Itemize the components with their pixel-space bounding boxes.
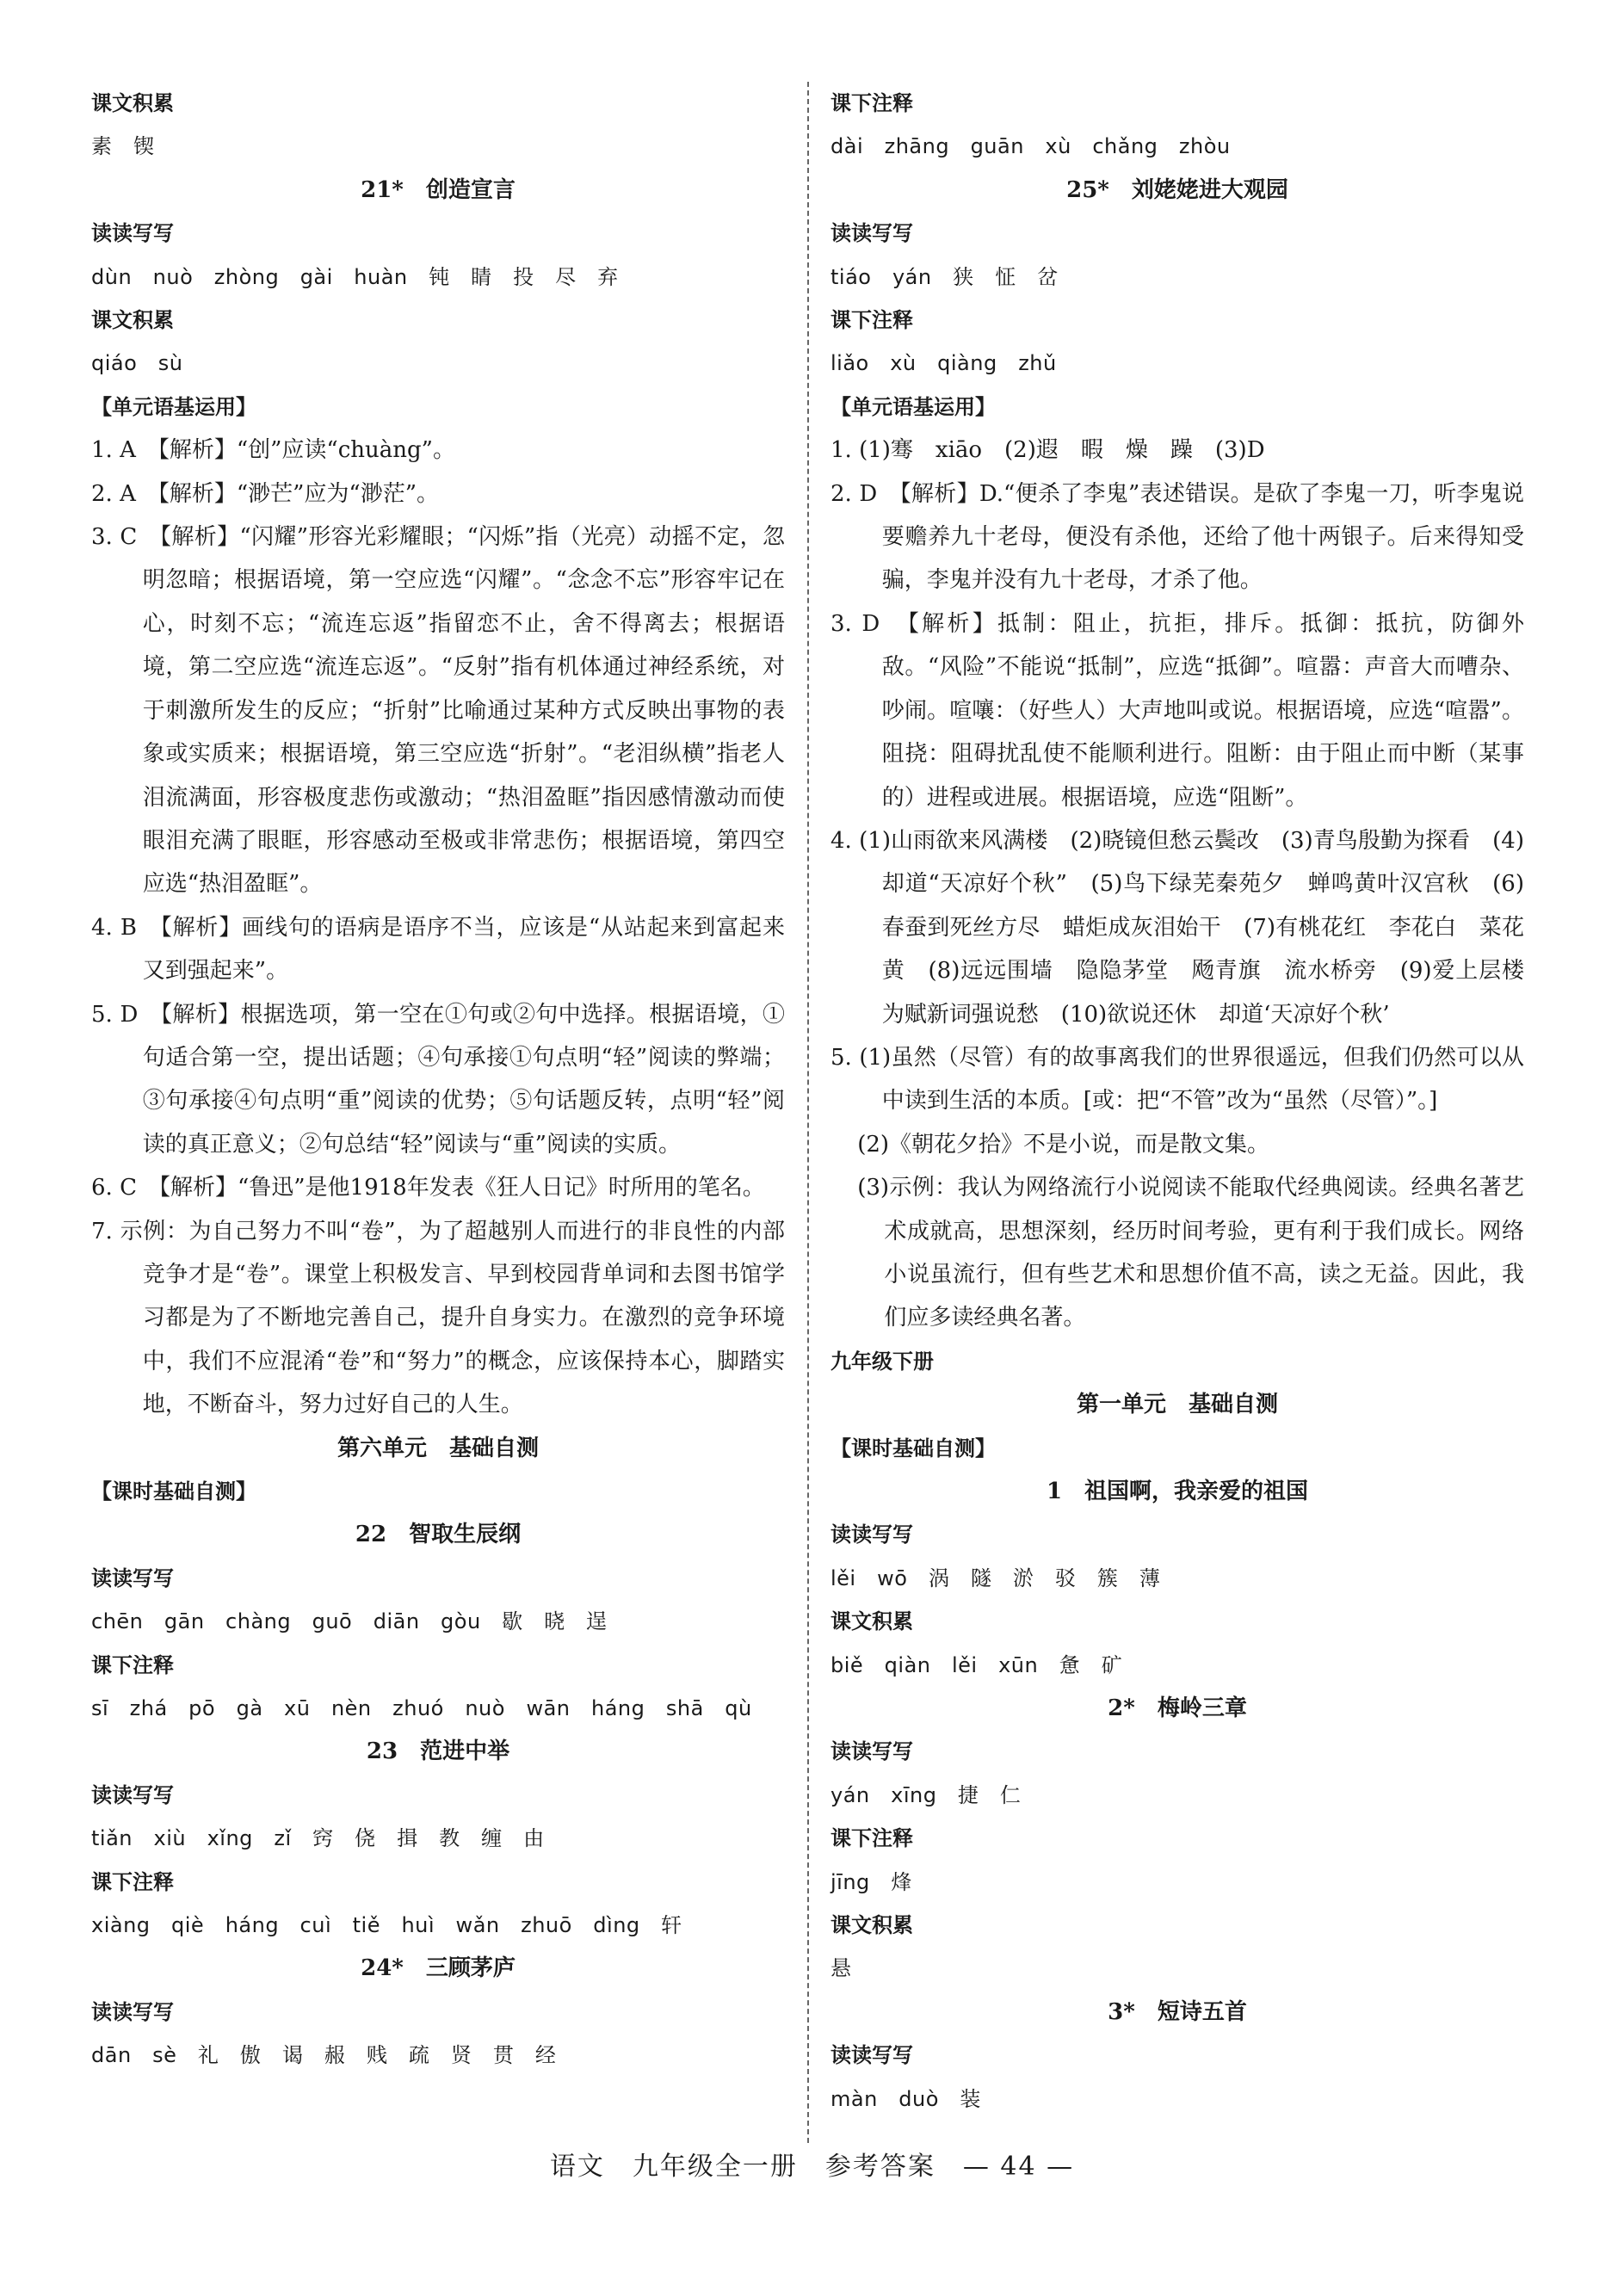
answer-item: 5. D 【解析】根据选项，第一空在①句或②句中选择。根据语境，①句适合第一空，提出话题；④句承接①句点明“轻”阅读的弊端；③句承接④句点明“重”阅读的优势；⑤句话题反转，点明“轻”阅读的真正意义；②句总结“轻”阅读与“重”阅读的实质。: [91, 1001, 785, 1158]
lesson-title: 2* 梅岭三章: [1108, 1695, 1247, 1722]
pinyin-line: tiǎn xiù xǐng zǐ 窍 侥 揖 教 缠 由: [91, 1826, 545, 1851]
lesson-title: 3* 短诗五首: [1108, 1998, 1247, 2025]
section-label: 课下注释: [91, 1652, 174, 1677]
pinyin-line: tiáo yán 狭 怔 岔: [831, 264, 1059, 289]
answer-item: 4. B 【解析】画线句的语病是语序不当，应该是“从站起来到富起来又到强起来”。: [91, 914, 785, 985]
right-column: [831, 82, 1547, 2121]
left-column: [91, 82, 785, 2078]
lesson-title: 25* 刘姥姥进大观园: [1066, 176, 1288, 203]
answer-item: 5. (1)虽然（尽管）有的故事离我们的世界很遥远，但我们仍然可以从中读到生活的本质。[或：把“不管”改为“虽然（尽管）”。]: [831, 1044, 1524, 1115]
column-divider: [807, 82, 809, 2143]
section-label: 课文积累: [91, 91, 174, 115]
section-label: 课下注释: [91, 1869, 174, 1894]
pinyin-line: qiáo sù: [91, 351, 183, 376]
answer-item: 7. 示例：为自己努力不叫“卷”，为了超越别人而进行的非良性的内部竞争才是“卷”。课堂上积极发言、早到校园背单词和去图书馆学习都是为了不断地完善自己，提升自身实力。在激烈的竞争环境中，我们不应混淆“卷”和“努力”的概念，应该保持本心，脚踏实地，不断奋斗，努力过好自己的人生。: [91, 1218, 785, 1418]
pinyin-line: biě qiàn lěi xūn 惫 矿: [831, 1652, 1123, 1677]
lesson-title: 23 范进中举: [366, 1738, 510, 1765]
section-label: 读读写写: [831, 1522, 913, 1547]
pinyin-line: lěi wō 涡 隧 淤 驳 簇 薄: [831, 1565, 1161, 1590]
section-label: 课下注释: [831, 1826, 913, 1851]
lesson-title: 1 祖国啊，我亲爱的祖国: [1046, 1479, 1309, 1504]
answer-item: 2. D 【解析】D.“便杀了李鬼”表述错误。是砍了李鬼一刀，听李鬼说要赡养九十老母，便没有杀他，还给了他十两银子。后来得知受骗，李鬼并没有九十老母，才杀了他。: [831, 480, 1524, 594]
section-label: 读读写写: [831, 221, 913, 246]
pinyin-line: liǎo xù qiàng zhǔ: [831, 351, 1057, 376]
bracket-heading: 【单元语基运用】: [831, 394, 996, 419]
answer-item: 3. D 【解析】抵制：阻止，抗拒，排斥。抵御：抵抗，防御外敌。“风险”不能说“抵制”，应选“抵御”。喧嚣：声音大而嘈杂、吵闹。喧嚷：（好些人）大声地叫或说。根据语境，应选“喧嚣”。阻挠：阻碍扰乱使不能顺利进行。阻断：由于阻止而中断（某事的）进程或进展。根据语境，应选“阻断”。: [831, 610, 1524, 811]
section-label: 读读写写: [831, 1739, 913, 1764]
section-label: 读读写写: [91, 1999, 174, 2024]
section-label: 课文积累: [831, 1609, 913, 1634]
answer-item: 3. C 【解析】“闪耀”形容光彩耀眼；“闪烁”指（光亮）动摇不定，忽明忽暗；根据语境，第一空应选“闪耀”。“念念不忘”形容牢记在心，时刻不忘；“流连忘返”指留恋不止，舍不得离去；根据语境，第二空应选“流连忘返”。“反射”指有机体通过神经系统，对于刺激所发生的反应；“折射”比喻通过某种方式反映出事物的表象或实质来；根据语境，第三空应选“折射”。“老泪纵横”指老人泪流满面，形容极度悲伤或激动；“热泪盈眶”指因感情激动而使眼泪充满了眼眶，形容感动至极或非常悲伤；根据语境，第四空应选“热泪盈眶”。: [91, 524, 785, 898]
section-label: 九年级下册: [831, 1349, 934, 1374]
lesson-title: 22 智取生辰纲: [355, 1522, 522, 1548]
section-label: 读读写写: [91, 1565, 174, 1590]
section-label: 课下注释: [831, 91, 913, 115]
answer-item: 2. A 【解析】“渺芒”应为“渺茫”。: [91, 480, 440, 507]
bracket-heading: 【课时基础自测】: [91, 1479, 256, 1504]
pinyin-line: màn duò 装: [831, 2086, 981, 2111]
section-label: 课下注释: [831, 308, 913, 333]
section-label: 读读写写: [91, 221, 174, 246]
answer-item: 6. C 【解析】“鲁迅”是他1918年发表《狂人日记》时所用的笔名。: [91, 1175, 765, 1201]
answer-item: 4. (1)山雨欲来风满楼 (2)晓镜但愁云鬓改 (3)青鸟殷勤为探看 (4)却道“天凉好个秋” (5)鸟下绿芜秦苑夕 蝉鸣黄叶汉宫秋 (6)春蚕到死丝方尽 蜡炬成灰泪始干 (7)有桃花红 李花白 菜花黄 (8)远远围墙 隐隐茅堂 飏青旗 流水桥旁 (9)爱上层楼 为赋新词强说愁 (10)欲说还休 却道‘天凉好个秋’: [831, 827, 1547, 1028]
lesson-title: 21* 创造宣言: [361, 176, 516, 203]
pinyin-line: dùn nuò zhòng gài huàn 钝 睛 投 尽 弃: [91, 264, 619, 289]
pinyin-line: jīng 烽: [831, 1869, 912, 1894]
bracket-heading: 【单元语基运用】: [91, 394, 256, 419]
pinyin-line: sī zhá pō gà xū nèn zhuó nuò wān háng shā qù: [91, 1696, 752, 1721]
sub-answer: (2)《朝花夕拾》不是小说，而是散文集。: [857, 1131, 1270, 1158]
answer-item: 1. A 【解析】“创”应读“chuàng”。: [91, 437, 455, 464]
pinyin-line: dān sè 礼 傲 谒 赧 贱 疏 贤 贯 经: [91, 2043, 557, 2068]
lesson-title: 第六单元 基础自测: [337, 1435, 539, 1461]
section-label: 课文积累: [91, 308, 174, 333]
pinyin-line: 悬: [831, 1956, 852, 1981]
lesson-title: 24* 三顾茅庐: [361, 1955, 516, 1982]
pinyin-line: chēn gān chàng guō diān gòu 歇 晓 逞: [91, 1609, 608, 1634]
page-footer: 语文 九年级全一册 参考答案 — 44 —: [549, 2152, 1075, 2182]
answer-item: 1. (1)骞 xiāo (2)遐 暇 燥 躁 (3)D: [831, 437, 1265, 464]
lesson-title: 第一单元 基础自测: [1076, 1392, 1278, 1418]
pinyin-line: xiàng qiè háng cuì tiě huì wǎn zhuō dìng 轩: [91, 1913, 682, 1938]
section-label: 读读写写: [831, 2043, 913, 2068]
pinyin-line: dài zhāng guān xù chǎng zhòu: [831, 134, 1231, 159]
pinyin-line: yán xīng 捷 仁: [831, 1782, 1022, 1807]
bracket-heading: 【课时基础自测】: [831, 1436, 996, 1460]
sub-answer: (3)示例：我认为网络流行小说阅读不能取代经典阅读。经典名著艺术成就高，思想深刻，经历时间考验，更有利于我们成长。网络小说虽流行，但有些艺术和思想价值不高，读之无益。因此，我们应多读经典名著。: [857, 1175, 1524, 1331]
section-label: 课文积累: [831, 1913, 913, 1938]
section-label: 读读写写: [91, 1782, 174, 1807]
pinyin-line: 素 锲: [91, 134, 155, 159]
